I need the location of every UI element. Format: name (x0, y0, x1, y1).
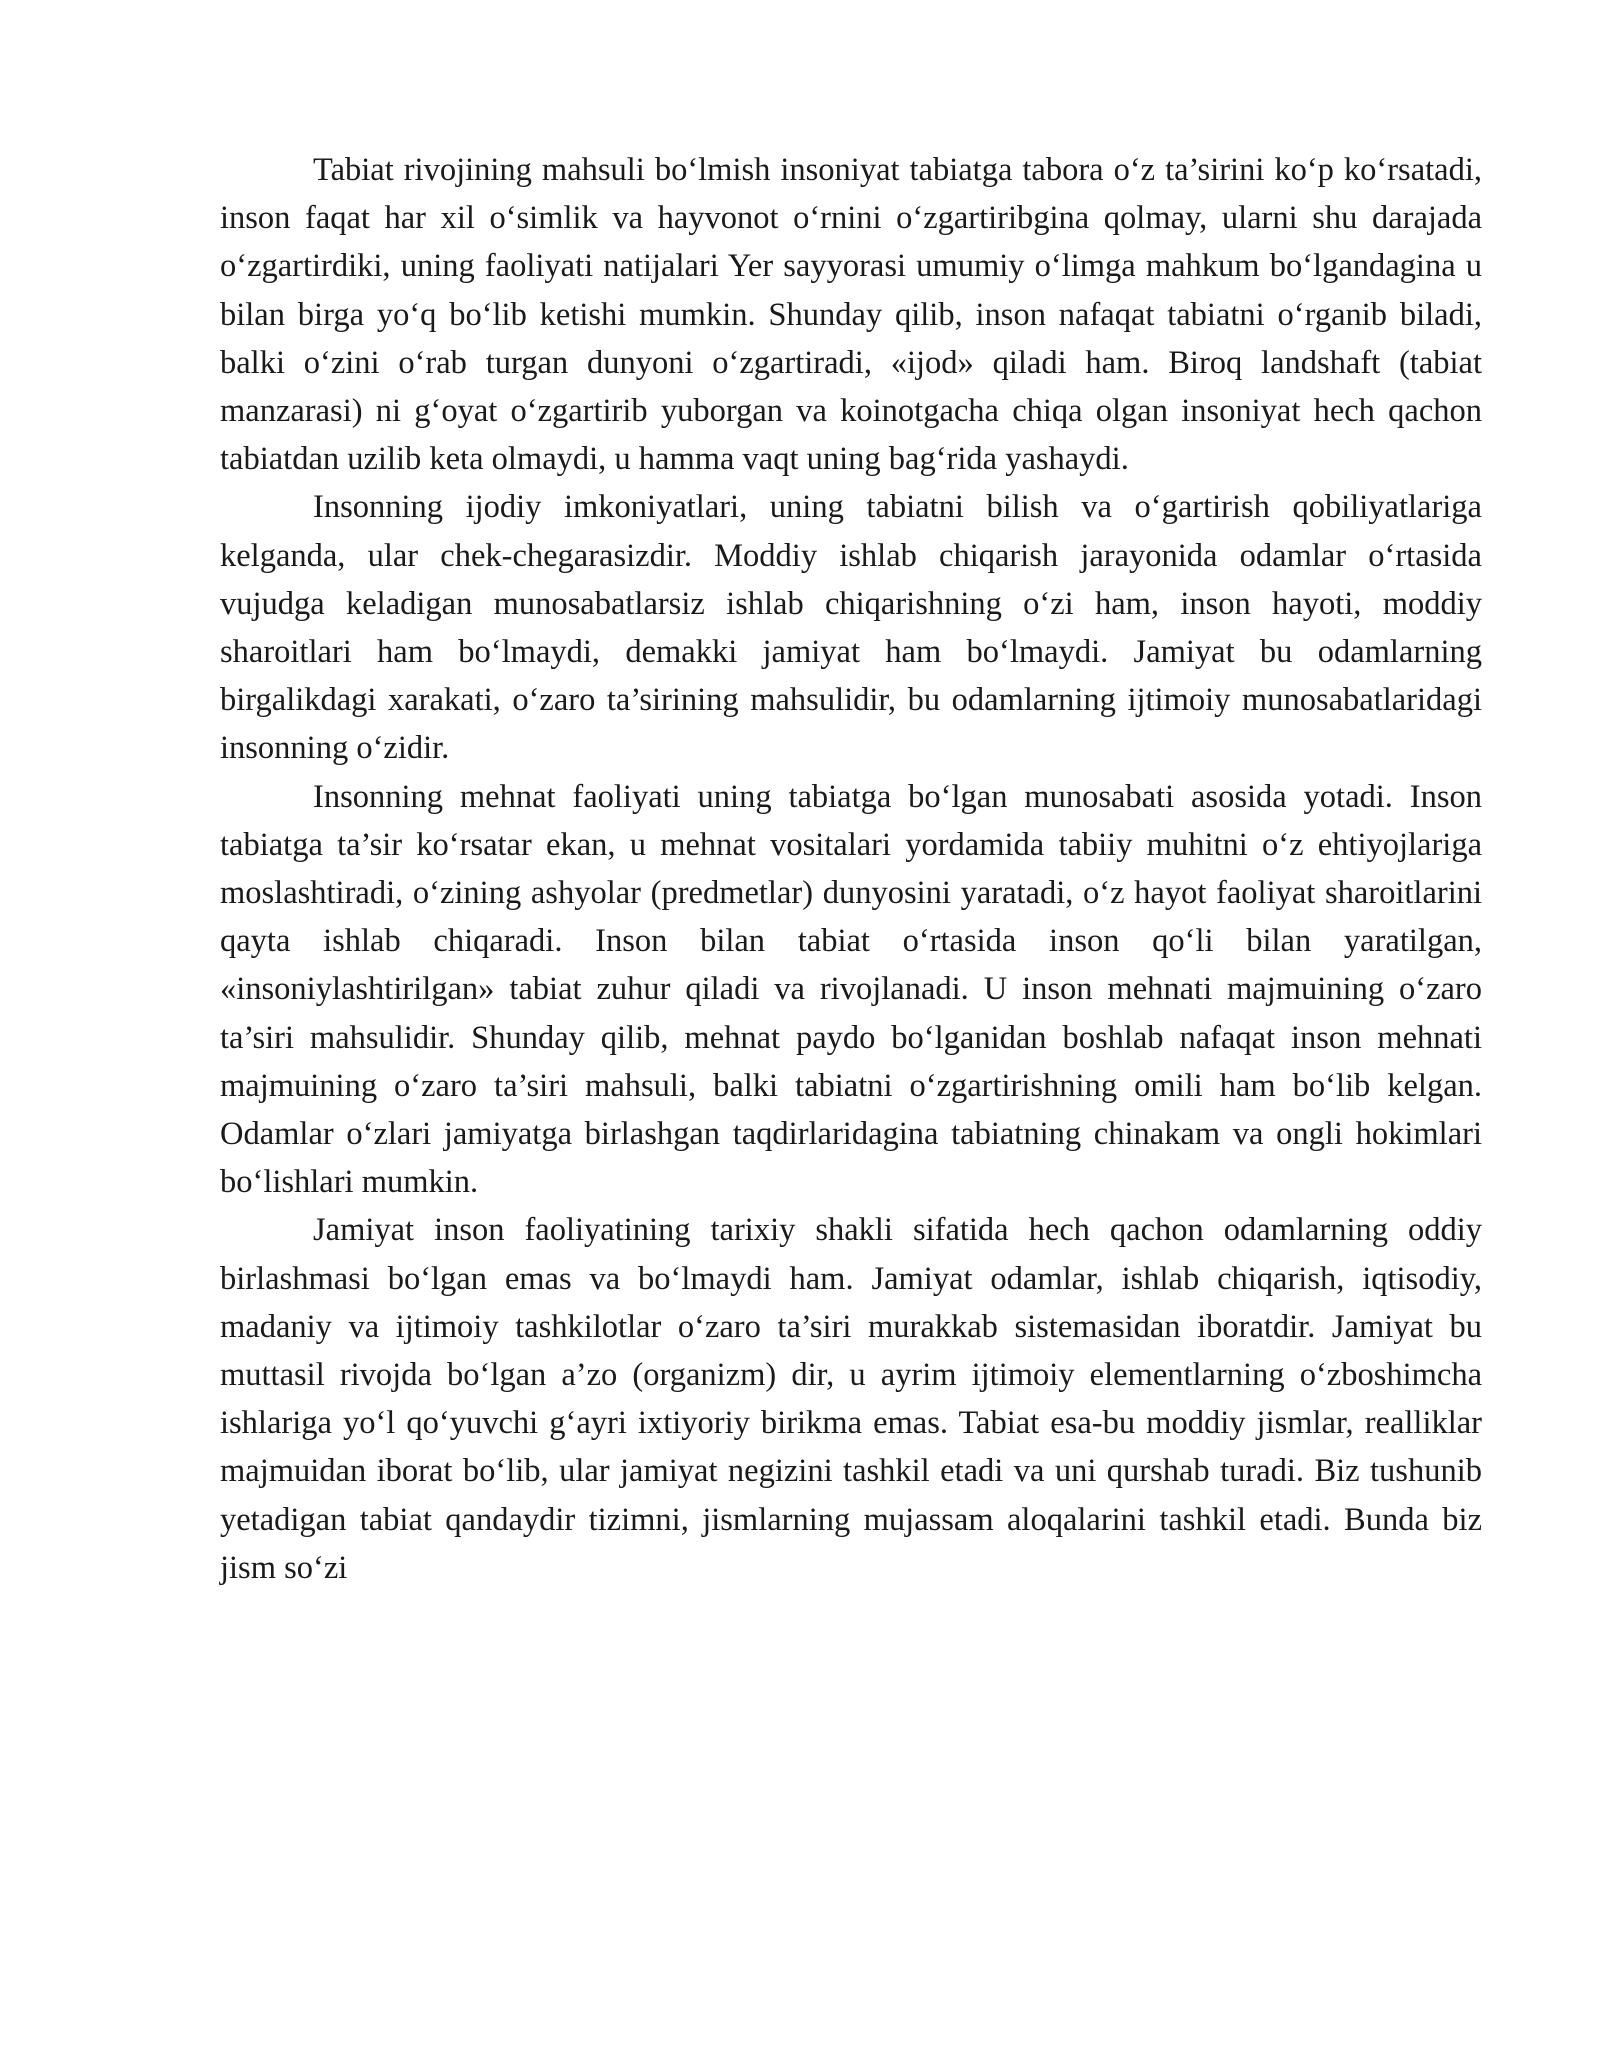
paragraph-1: Tabiat rivojining mahsuli bo‘lmish insoniyat tabiatga tabora o‘z ta’sirini ko‘p ko‘rsatadi, inson faqat har xil o‘simlik va hayvonot o‘rnini o‘zgartiribgina qolmay, ularni shu darajada o‘zgartirdiki, uning faoliyati natijalari Yer sayyorasi umumiy o‘limga mahkum bo‘lgandagina u bilan birga yo‘q bo‘lib ketishi mumkin. Shunday qilib, inson nafaqat tabiatni o‘rganib biladi, balki o‘zini o‘rab turgan dunyoni o‘zgartiradi, «ijod» qiladi ham. Biroq landshaft (tabiat manzarasi) ni g‘oyat o‘zgartirib yuborgan va koinotgacha chiqa olgan insoniyat hech qachon tabiatdan uzilib keta olmaydi, u hamma vaqt uning bag‘rida yashaydi. (220, 152, 1482, 478)
paragraph-4: Jamiyat inson faoliyatining tarixiy shakli sifatida hech qachon odamlarning oddiy birlashmasi bo‘lgan emas va bo‘lmaydi ham. Jamiyat odamlar, ishlab chiqarish, iqtisodiy, madaniy va ijtimoiy tashkilotlar o‘zaro ta’siri murakkab sistemasidan iboratdir. Jamiyat bu muttasil rivojda bo‘lgan a’zo (organizm) dir, u ayrim ijtimoiy elementlarning o‘zboshimcha ishlariga yo‘l qo‘yuvchi g‘ayri ixtiyoriy birikma emas. Tabiat esa-bu moddiy jismlar, realliklar majmuidan iborat bo‘lib, ular jamiyat negizini tashkil etadi va uni qurshab turadi. Biz tushunib yetadigan tabiat qandaydir tizimni, jismlarning mujassam aloqalarini tashkil etadi. Bunda biz jism so‘zi (220, 1212, 1482, 1586)
paragraph-2: Insonning ijodiy imkoniyatlari, uning tabiatni bilish va o‘gartirish qobiliyatlariga kelganda, ular chek-chegarasizdir. Moddiy ishlab chiqarish jarayonida odamlar o‘rtasida vujudga keladigan munosabatlarsiz ishlab chiqarishning o‘zi ham, inson hayoti, moddiy sharoitlari ham bo‘lmaydi, demakki jamiyat ham bo‘lmaydi. Jamiyat bu odamlarning birgalikdagi xarakati, o‘zaro ta’sirining mahsulidir, bu odamlarning ijtimoiy munosabatlaridagi insonning o‘zidir. (220, 489, 1482, 767)
paragraph-3: Insonning mehnat faoliyati uning tabiatga bo‘lgan munosabati asosida yotadi. Inson tabiatga ta’sir ko‘rsatar ekan, u mehnat vositalari yordamida tabiiy muhitni o‘z ehtiyojlariga moslashtiradi, o‘zining ashyolar (predmetlar) dunyosini yaratadi, o‘z hayot faoliyat sharoitlarini qayta ishlab chiqaradi. Inson bilan tabiat o‘rtasida inson qo‘li bilan yaratilgan, «insoniylashtirilgan» tabiat zuhur qiladi va rivojlanadi. U inson mehnati majmuining o‘zaro ta’siri mahsulidir. Shunday qilib, mehnat paydo bo‘lganidan boshlab nafaqat inson mehnati majmuining o‘zaro ta’siri mahsuli, balki tabiatni o‘zgartirishning omili ham bo‘lib kelgan. Odamlar o‘zlari jamiyatga birlashgan taqdirlaridagina tabiatning chinakam va ongli hokimlari bo‘lishlari mumkin. (220, 778, 1482, 1201)
document-page (220, 146, 1482, 1592)
